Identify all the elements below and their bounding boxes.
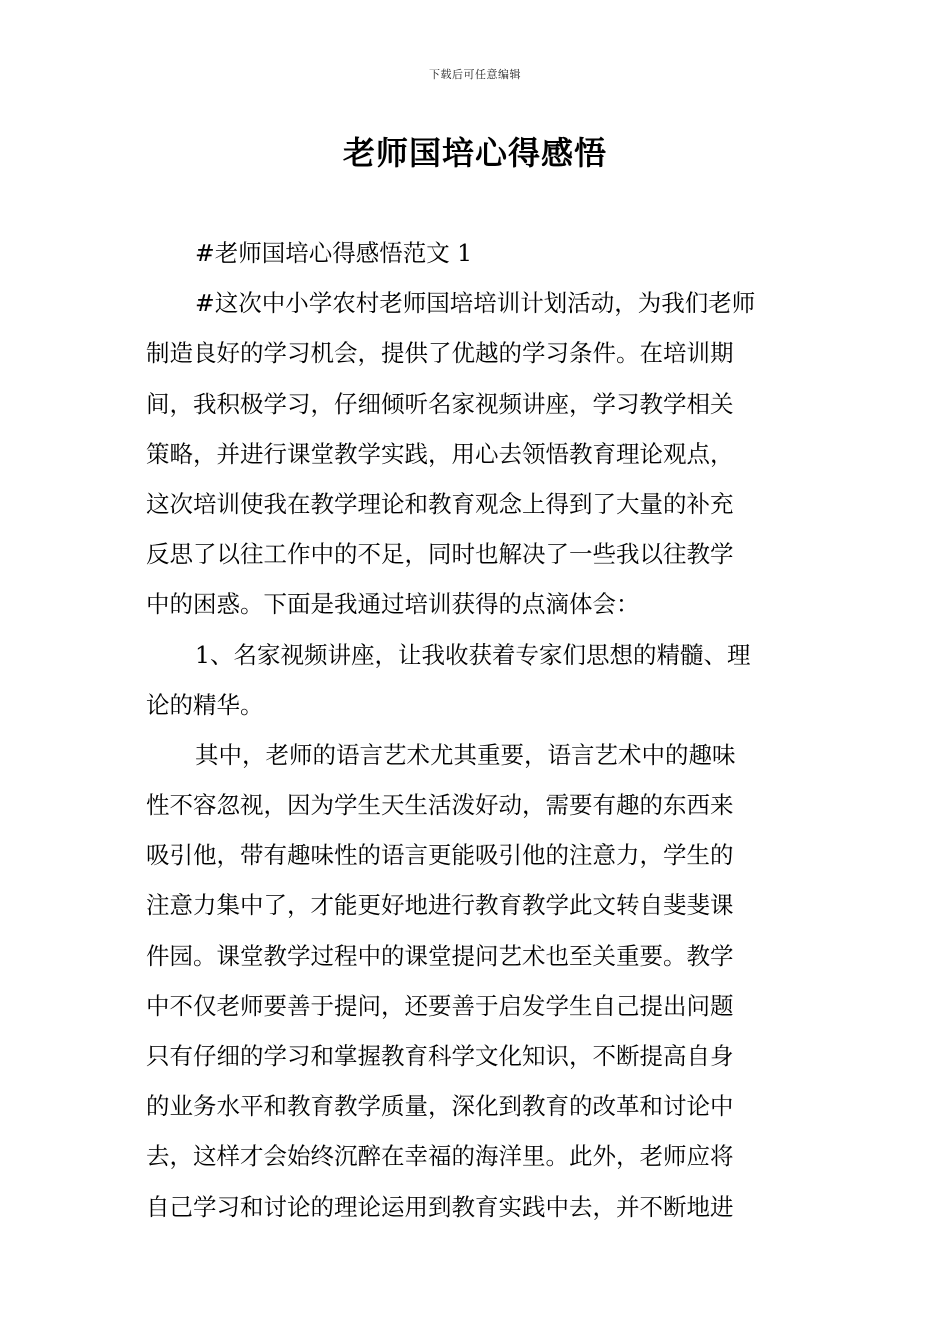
paragraph-line: #这次中小学农村老师国培培训计划活动，为我们老师 <box>195 289 756 318</box>
paragraph-line: 间，我积极学习，仔细倾听名家视频讲座，学习教学相关 <box>146 389 734 418</box>
paragraph-line: 中的困惑。下面是我通过培训获得的点滴体会： <box>146 590 640 619</box>
paragraph-line: 只有仔细的学习和掌握教育科学文化知识，不断提高自身 <box>146 1042 734 1070</box>
document-body <box>146 228 806 1232</box>
paragraph-line: 性不容忽视，因为学生天生活泼好动，需要有趣的东西来 <box>146 791 734 820</box>
paragraph-line: 论的精华。 <box>146 690 264 719</box>
header-note: 下载后可任意编辑 <box>429 68 521 81</box>
section-heading: #老师国培心得感悟范文 1 <box>195 239 473 267</box>
document-title: 老师国培心得感悟 <box>342 134 607 172</box>
paragraph-line: 自己学习和讨论的理论运用到教育实践中去，并不断地进 <box>146 1192 734 1221</box>
paragraph-line: 策略，并进行课堂教学实践，用心去领悟教育理论观点， <box>146 439 734 468</box>
paragraph-line: 的业务水平和教育教学质量，深化到教育的改革和讨论中 <box>146 1092 734 1121</box>
paragraph-line: 吸引他，带有趣味性的语言更能吸引他的注意力，学生的 <box>146 841 734 870</box>
paragraph-line: 这次培训使我在教学理论和教育观念上得到了大量的补充 <box>146 489 734 518</box>
paragraph-line: 中不仅老师要善于提问，还要善于启发学生自己提出问题 <box>146 991 734 1020</box>
paragraph-line: 注意力集中了，才能更好地进行教育教学此文转自斐斐课 <box>146 891 734 920</box>
paragraph-line: 其中，老师的语言艺术尤其重要，语言艺术中的趣味 <box>195 740 736 769</box>
paragraph-line: 1、名家视频讲座，让我收获着专家们思想的精髓、理 <box>195 640 751 669</box>
paragraph-line: 件园。课堂教学过程中的课堂提问艺术也至关重要。教学 <box>146 941 734 970</box>
paragraph-line: 反思了以往工作中的不足，同时也解决了一些我以往教学 <box>146 540 734 569</box>
paragraph-line: 制造良好的学习机会，提供了优越的学习条件。在培训期 <box>146 339 734 368</box>
paragraph-line: 去，这样才会始终沉醉在幸福的海洋里。此外，老师应将 <box>146 1142 734 1171</box>
